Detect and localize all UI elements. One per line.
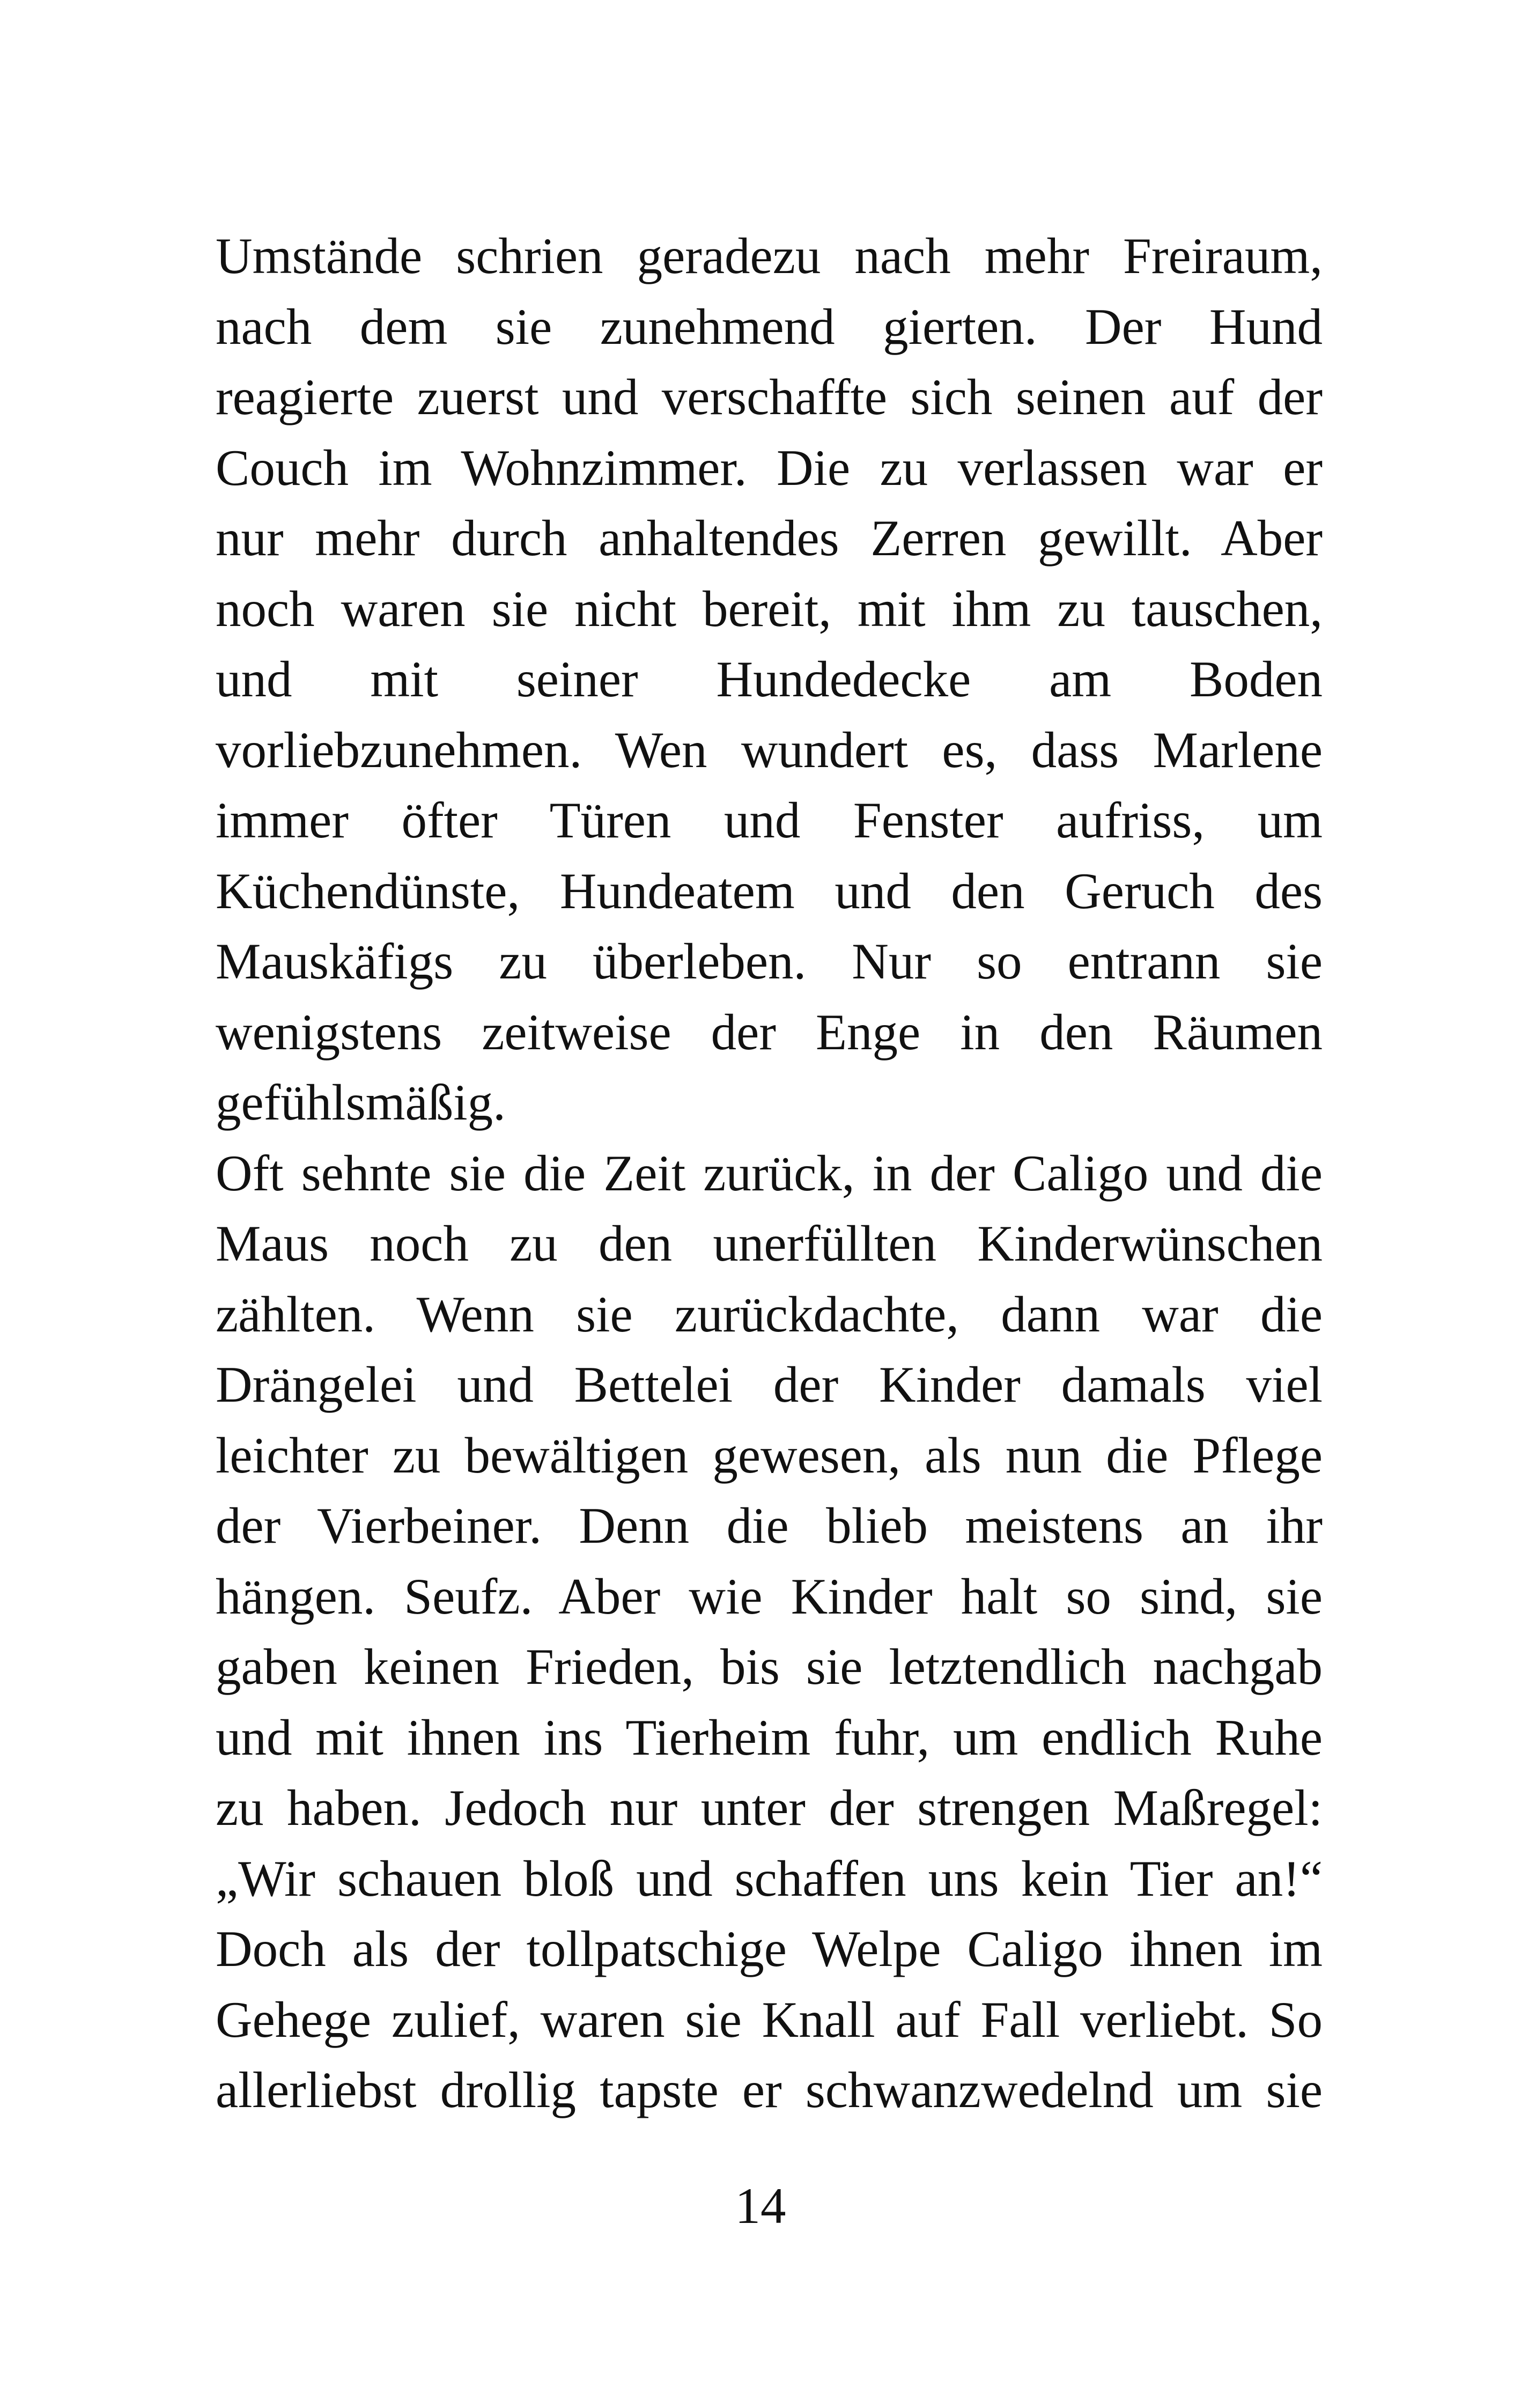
text-line: zählten. Wenn sie zurückdachte, dann war die (216, 1285, 1323, 1343)
text-line: zu haben. Jedoch nur unter der strengen Maßregel: (216, 1779, 1323, 1836)
text-line: wenigstens zeitweise der Enge in den Räumen (216, 1003, 1323, 1061)
text-line: reagierte zuerst und verschaffte sich seinen auf der (216, 369, 1323, 425)
text-line: gaben keinen Frieden, bis sie letztendlich nachgab (216, 1638, 1323, 1695)
text-line: nach dem sie zunehmend gierten. Der Hund (216, 298, 1323, 355)
text-line: vorliebzunehmen. Wen wundert es, dass Marlene (216, 721, 1323, 778)
text-line: und mit ihnen ins Tierheim fuhr, um endlich Ruhe (216, 1709, 1323, 1766)
text-line: Couch im Wohnzimmer. Die zu verlassen war er (216, 439, 1323, 496)
text-line: „Wir schauen bloß und schaffen uns kein Tier an!“ (216, 1850, 1323, 1907)
page-number: 14 (735, 2177, 786, 2234)
text-line: nur mehr durch anhaltendes Zerren gewillt. Aber (216, 510, 1323, 566)
text-line: hängen. Seufz. Aber wie Kinder halt so sind, sie (216, 1567, 1323, 1625)
body-text (216, 221, 1323, 2126)
text-line: Mauskäfigs zu überleben. Nur so entrann sie (216, 933, 1323, 990)
text-line: leichter zu bewältigen gewesen, als nun die Pflege (216, 1426, 1323, 1484)
text-line: immer öfter Türen und Fenster aufriss, um (216, 792, 1323, 849)
text-line: und mit seiner Hundedecke am Boden (216, 651, 1323, 708)
text-line: Oft sehnte sie die Zeit zurück, in der Caligo und die (216, 1144, 1323, 1202)
text-line: gefühlsmäßig. (216, 1074, 506, 1131)
text-line: Umstände schrien geradezu nach mehr Freiraum, (216, 227, 1323, 284)
text-line: Maus noch zu den unerfüllten Kinderwünschen (216, 1215, 1323, 1272)
text-line: der Vierbeiner. Denn die blieb meistens an ihr (216, 1497, 1323, 1554)
text-line: noch waren sie nicht bereit, mit ihm zu tauschen, (216, 580, 1323, 637)
text-line: Küchendünste, Hundeatem und den Geruch des (216, 862, 1323, 919)
text-line: allerliebst drollig tapste er schwanzwedelnd um sie (216, 2061, 1323, 2118)
text-line: Gehege zulief, waren sie Knall auf Fall verliebt. So (216, 1991, 1323, 2048)
text-line: Drängelei und Bettelei der Kinder damals viel (216, 1356, 1323, 1413)
text-line: Doch als der tollpatschige Welpe Caligo ihnen im (216, 1920, 1323, 1977)
